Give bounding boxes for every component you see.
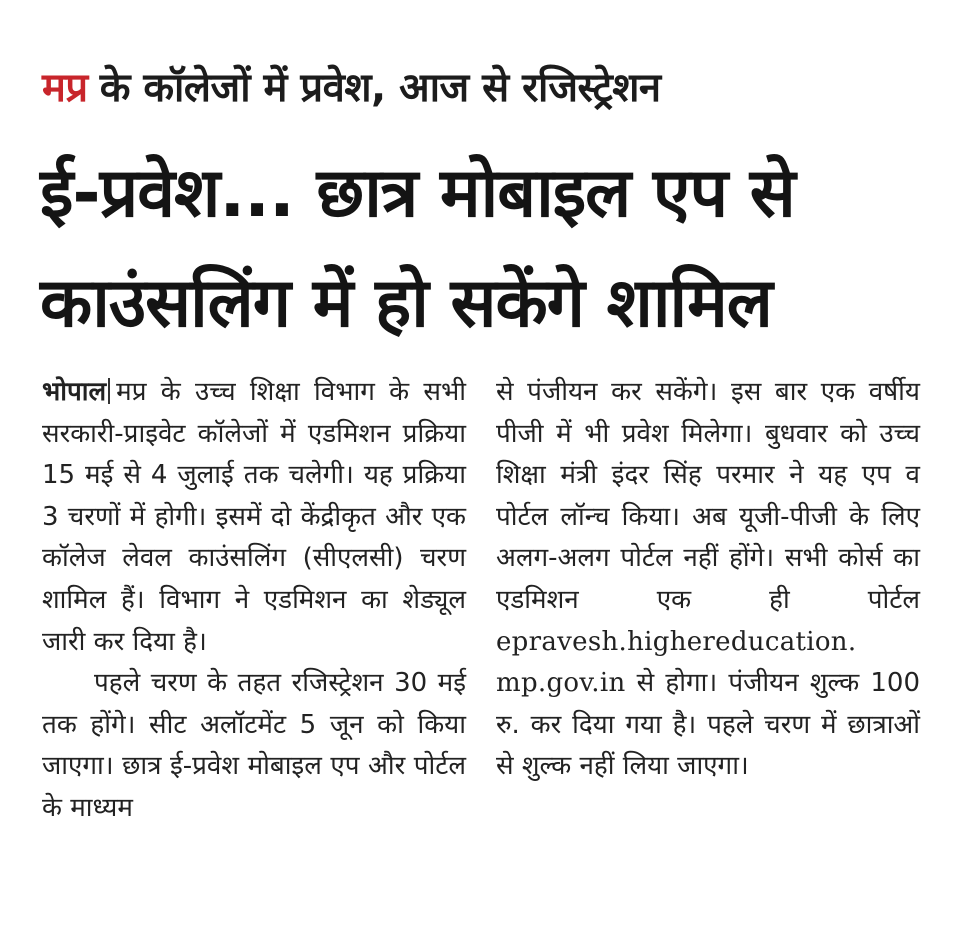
paragraph-3-text: से पंजीयन कर सकेंगे। इस बार एक वर्षीय पीजी में भी प्रवेश मिलेगा। बुधवार को उच्च शिक्षा मंत्री इंदर सिंह परमार ने यह एप व पोर्टल लॉन्च किया। अब यूजी-पीजी के लिए अलग-अलग पोर्टल नहीं होंगे। सभी कोर्स का एडमिशन एक ही पोर्टल	[496, 377, 920, 615]
article-paragraph-1	[42, 372, 466, 663]
paragraph-1-text: मप्र के उच्च शिक्षा विभाग के सभी सरकारी-प्राइवेट कॉलेजों में एडमिशन प्रक्रिया 15 मई से 4 जुलाई तक चलेगी। यह प्रक्रिया 3 चरणों में होगी। इसमें दो केंद्रीकृत और एक कॉलेज लेवल काउंसलिंग (सीएलसी) चरण शामिल हैं। विभाग ने एडमिशन का शेड्यूल जारी कर दिया है।	[42, 377, 466, 657]
portal-url: epravesh.highereducation. mp.gov.in	[496, 626, 857, 699]
dateline: भोपाल	[42, 377, 107, 407]
paragraph-2-text: पहले चरण के तहत रजिस्ट्रेशन 30 मई तक होंगे। सीट अलॉटमेंट 5 जून को किया जाएगा। छात्र ई-प्रवेश मोबाइल एप और पोर्टल के माध्यम	[42, 668, 466, 823]
article-paragraph-3	[496, 372, 920, 788]
headline-line-1: ई-प्रवेश... छात्र मोबाइल एप से	[40, 154, 795, 233]
dateline-divider	[108, 378, 110, 404]
paragraph-3-text-end: से होगा। पंजीयन शुल्क 100 रु. कर दिया गया है। पहले चरण में छात्राओं से शुल्क नहीं लिया जाएगा।	[496, 668, 920, 782]
kicker-text: के कॉलेजों में प्रवेश, आज से रजिस्ट्रेशन	[99, 65, 661, 111]
article-column-left	[42, 372, 466, 830]
article-column-right	[496, 372, 920, 788]
kicker-line	[42, 56, 661, 120]
article-paragraph-2	[42, 663, 466, 829]
kicker-tag: मप्र	[42, 65, 88, 111]
headline-line-2: काउंसलिंग में हो सकेंगे शामिल	[40, 264, 772, 343]
